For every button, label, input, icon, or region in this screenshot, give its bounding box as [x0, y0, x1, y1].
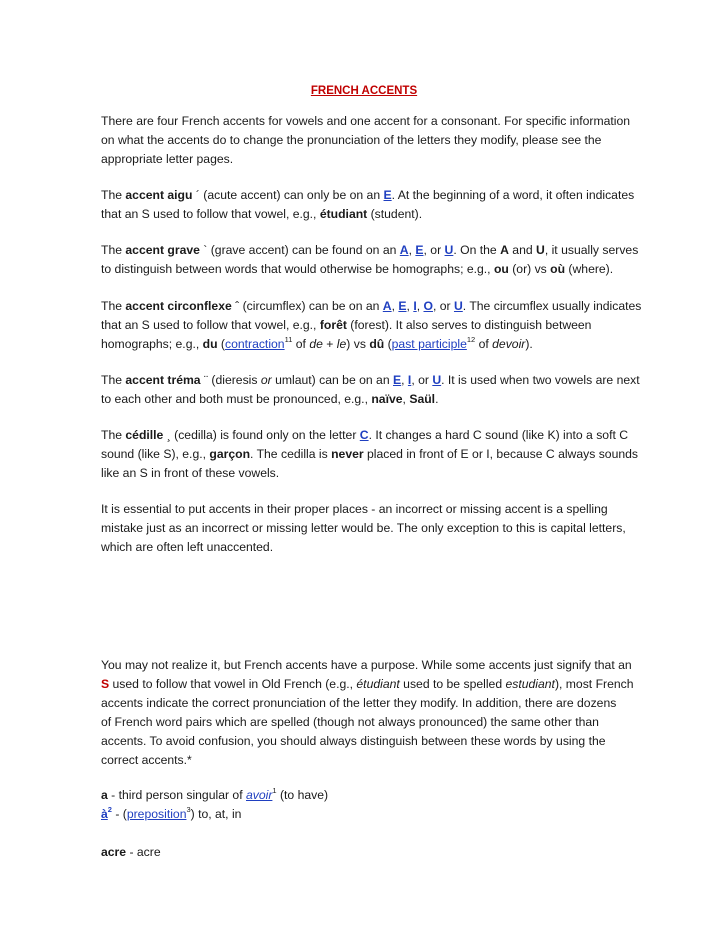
- letter-u-link[interactable]: U: [444, 243, 454, 257]
- word-entries: [101, 786, 641, 824]
- page-title: FRENCH ACCENTS: [310, 85, 418, 97]
- letter-u-link[interactable]: U: [432, 373, 442, 387]
- cedille-term: cédille: [125, 428, 164, 442]
- past-participle-link[interactable]: past participle: [391, 337, 467, 351]
- intro-line-3: appropriate letter pages.: [101, 152, 234, 166]
- aigu-term: accent aigu: [125, 188, 193, 202]
- word-entry-a-grave: $à^2$ - (preposition$^3$) to, at, in: [101, 805, 242, 821]
- essential-paragraph: It is essential to put accents in their proper places - an incorrect or missing accent is a spelling mistake just as an incorrect or missing letter would be. The only exception to this is capital letters, which are often left unaccented.: [101, 502, 626, 554]
- aigu-example: étudiant: [319, 207, 368, 221]
- letter-i-link[interactable]: I: [407, 373, 412, 387]
- grave-paragraph: The accent grave ` (grave accent) can be found on an A, E, or U. On the A and U, it usually serves to distinguish between words that would otherwise be homographs; e.g., ou (or) vs où (where).: [101, 243, 639, 276]
- trema-paragraph: The accent tréma ¨ (dieresis or umlaut) can be on an E, I, or U. It is used when two vowels are next to each other and both must be pronounced, e.g., naïve, Saül.: [101, 373, 640, 406]
- grave-term: accent grave: [125, 243, 200, 257]
- letter-e-link[interactable]: E: [415, 243, 424, 257]
- letter-i-link[interactable]: I: [413, 299, 417, 313]
- intro-line-2: on what the accents do to change the pronunciation of the letters they modify, please see the: [101, 133, 602, 147]
- circonflexe-paragraph: The accent circonflexe ˆ (circumflex) can be on an A, E, I, O, or U. The circumflex usually indicates that an S used to follow that vowel, e.g., forêt (forest). It also serves to distinguish between homographs; e.g., du (contraction$^{11}$ of de + le) vs dû (past participle$^{12}$ of devoir).: [101, 299, 642, 351]
- intro-line-1: There are four French accents for vowels and one accent for a consonant. For specific information: [101, 114, 631, 128]
- letter-e-link[interactable]: E: [393, 373, 402, 387]
- letter-o-link[interactable]: O: [423, 299, 433, 313]
- word-entry-a: a - third person singular of avoir$^1$ (to have): [101, 786, 329, 802]
- a-grave-link[interactable]: à: [101, 807, 108, 821]
- trema-term: accent tréma: [125, 373, 201, 387]
- contraction-link[interactable]: contraction: [224, 337, 285, 351]
- letter-e-link[interactable]: E: [383, 188, 392, 202]
- avoir-link[interactable]: avoir: [245, 788, 273, 802]
- letter-c-link[interactable]: C: [359, 428, 369, 442]
- purpose-paragraph: You may not realize it, but French accents have a purpose. While some accents just signify that an S used to follow that vowel in Old French (e.g., étudiant used to be spelled estudiant), most French accents indicate the correct pronunciation of the letter they modify. In addition, there are dozens of French word pairs which are spelled (though not always pronounced) the same other than accents. To avoid confusion, you should always distinguish between these words by using the correct accents.*: [101, 658, 634, 767]
- letter-a-link[interactable]: A: [399, 243, 409, 257]
- letter-u-link[interactable]: U: [453, 299, 463, 313]
- preposition-link[interactable]: preposition: [126, 807, 187, 821]
- cedille-paragraph: The cédille ¸ (cedilla) is found only on the letter C. It changes a hard C sound (like K) into a soft C sound (like S), e.g., garçon. The cedilla is never placed in front of E or I, because C always sounds like an S in front of these vowels.: [101, 428, 639, 480]
- letter-e-link[interactable]: E: [398, 299, 407, 313]
- word-entry-acre: acre - acre: [101, 845, 161, 859]
- intro-paragraph: [101, 112, 641, 169]
- aigu-paragraph: The accent aigu ´ (acute accent) can only be on an E. At the beginning of a word, it often indicates that an S used to follow that vowel, e.g., étudiant (student).: [101, 188, 635, 221]
- circonflexe-term: accent circonflexe: [125, 299, 232, 313]
- letter-a-link[interactable]: A: [382, 299, 392, 313]
